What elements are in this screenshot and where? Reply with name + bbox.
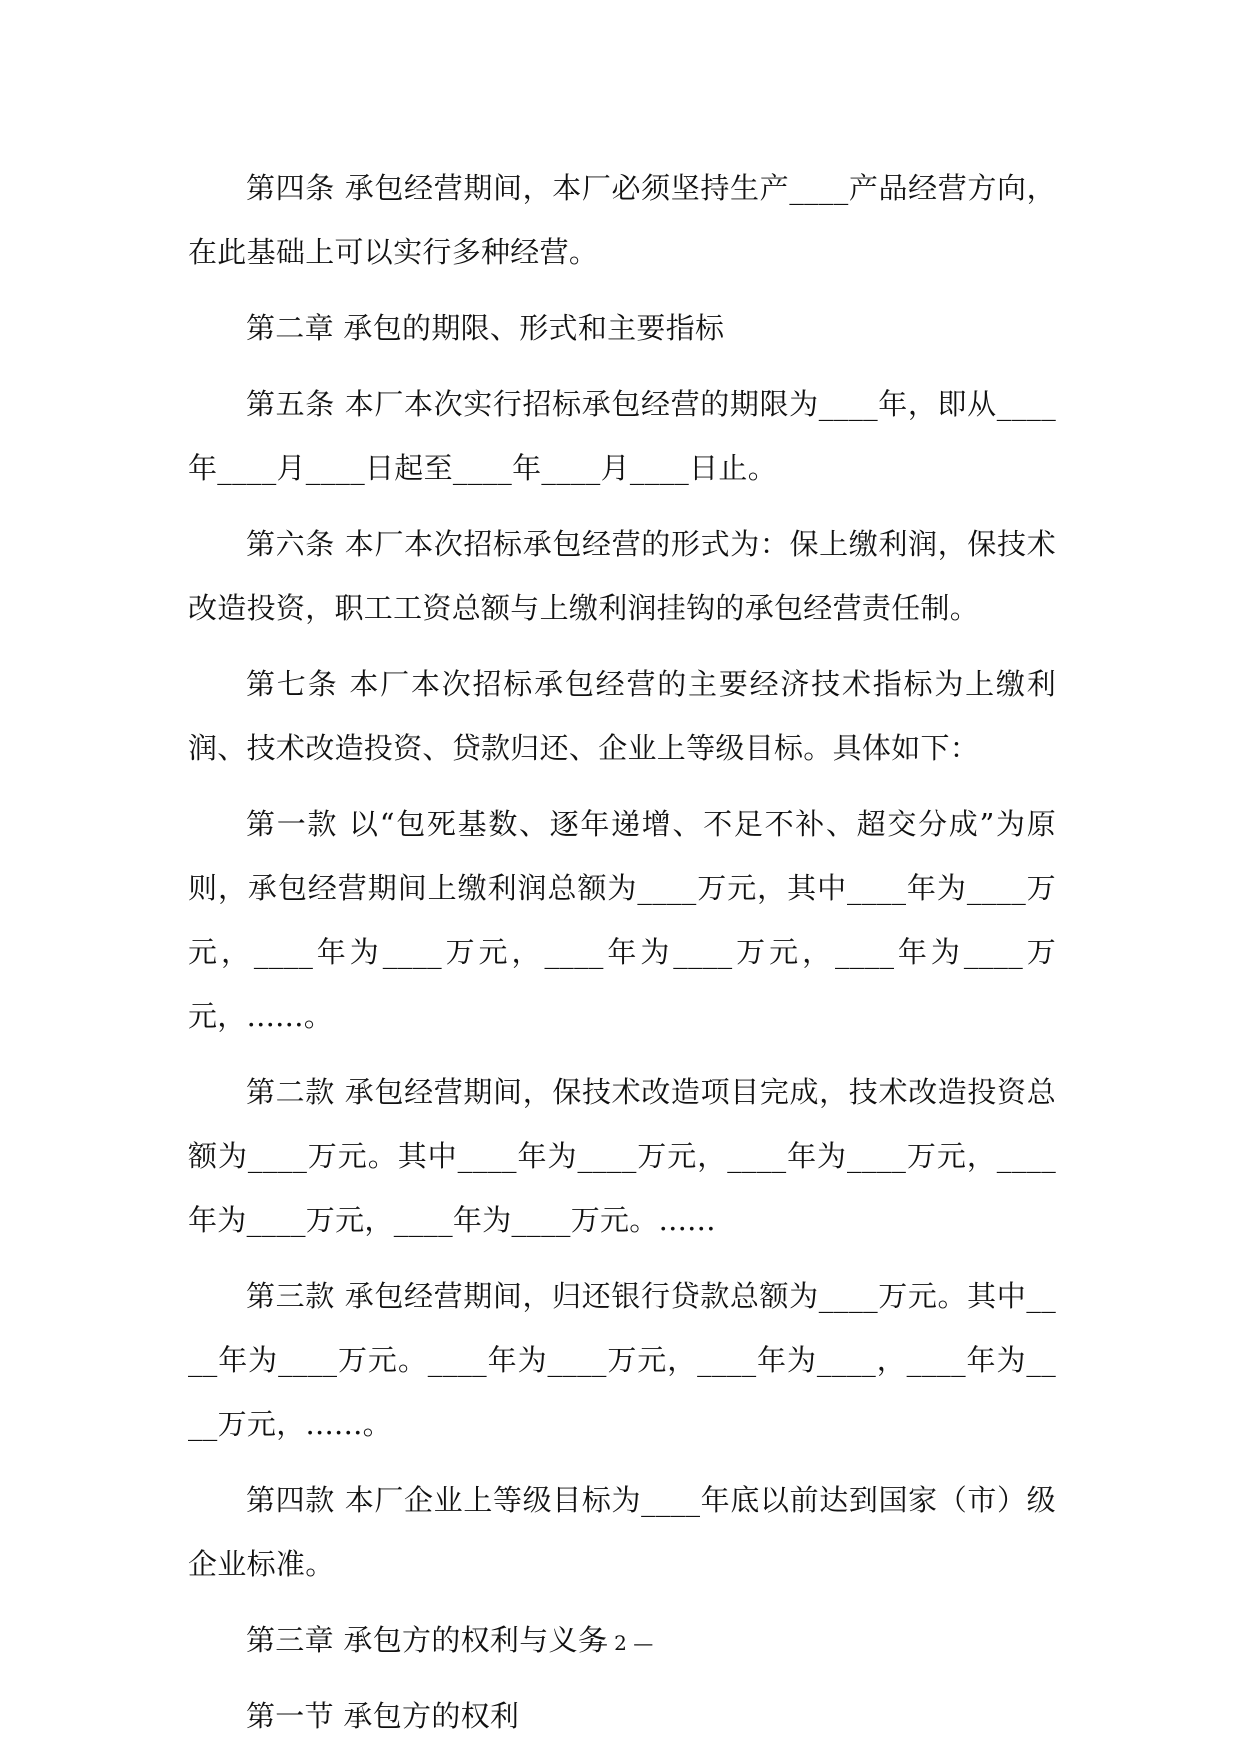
- clause-3-paragraph: 第三款 承包经营期间，归还银行贷款总额为____万元。其中____年为____万元。____年为____万元，____年为____，____年为____万元，......。: [188, 1279, 1056, 1441]
- clause-2-paragraph: 第二款 承包经营期间，保技术改造项目完成，技术改造投资总额为____万元。其中____年为____万元，____年为____万元，____年为____万元，____年为____万元。......: [188, 1075, 1056, 1237]
- section-1-heading: 第一节 承包方的权利: [246, 1699, 520, 1733]
- clause-4-paragraph: 第四款 本厂企业上等级目标为____年底以前达到国家（市）级企业标准。: [188, 1483, 1056, 1581]
- clause-1-paragraph: 第一款 以“包死基数、逐年递增、不足不补、超交分成”为原则，承包经营期间上缴利润总额为____万元，其中____年为____万元，____年为____万元，____年为____万元，____年为____万元，......。: [188, 807, 1056, 1033]
- chapter-2-heading: 第二章 承包的期限、形式和主要指标: [246, 311, 725, 345]
- article-4-paragraph: 第四条 承包经营期间，本厂必须坚持生产____产品经营方向，在此基础上可以实行多种经营。: [188, 171, 1056, 269]
- page-number: — 2 —: [587, 1631, 654, 1655]
- article-7-paragraph: 第七条 本厂本次招标承包经营的主要经济技术指标为上缴利润、技术改造投资、贷款归还、企业上等级目标。具体如下：: [188, 667, 1056, 765]
- article-5-paragraph: 第五条 本厂本次实行招标承包经营的期限为____年，即从____年____月____日起至____年____月____日止。: [188, 387, 1056, 485]
- chapter-3-heading: 第三章 承包方的权利与义务: [246, 1623, 608, 1657]
- article-6-paragraph: 第六条 本厂本次招标承包经营的形式为：保上缴利润，保技术改造投资，职工工资总额与上缴利润挂钩的承包经营责任制。: [188, 527, 1056, 625]
- document-body: [188, 156, 1056, 1760]
